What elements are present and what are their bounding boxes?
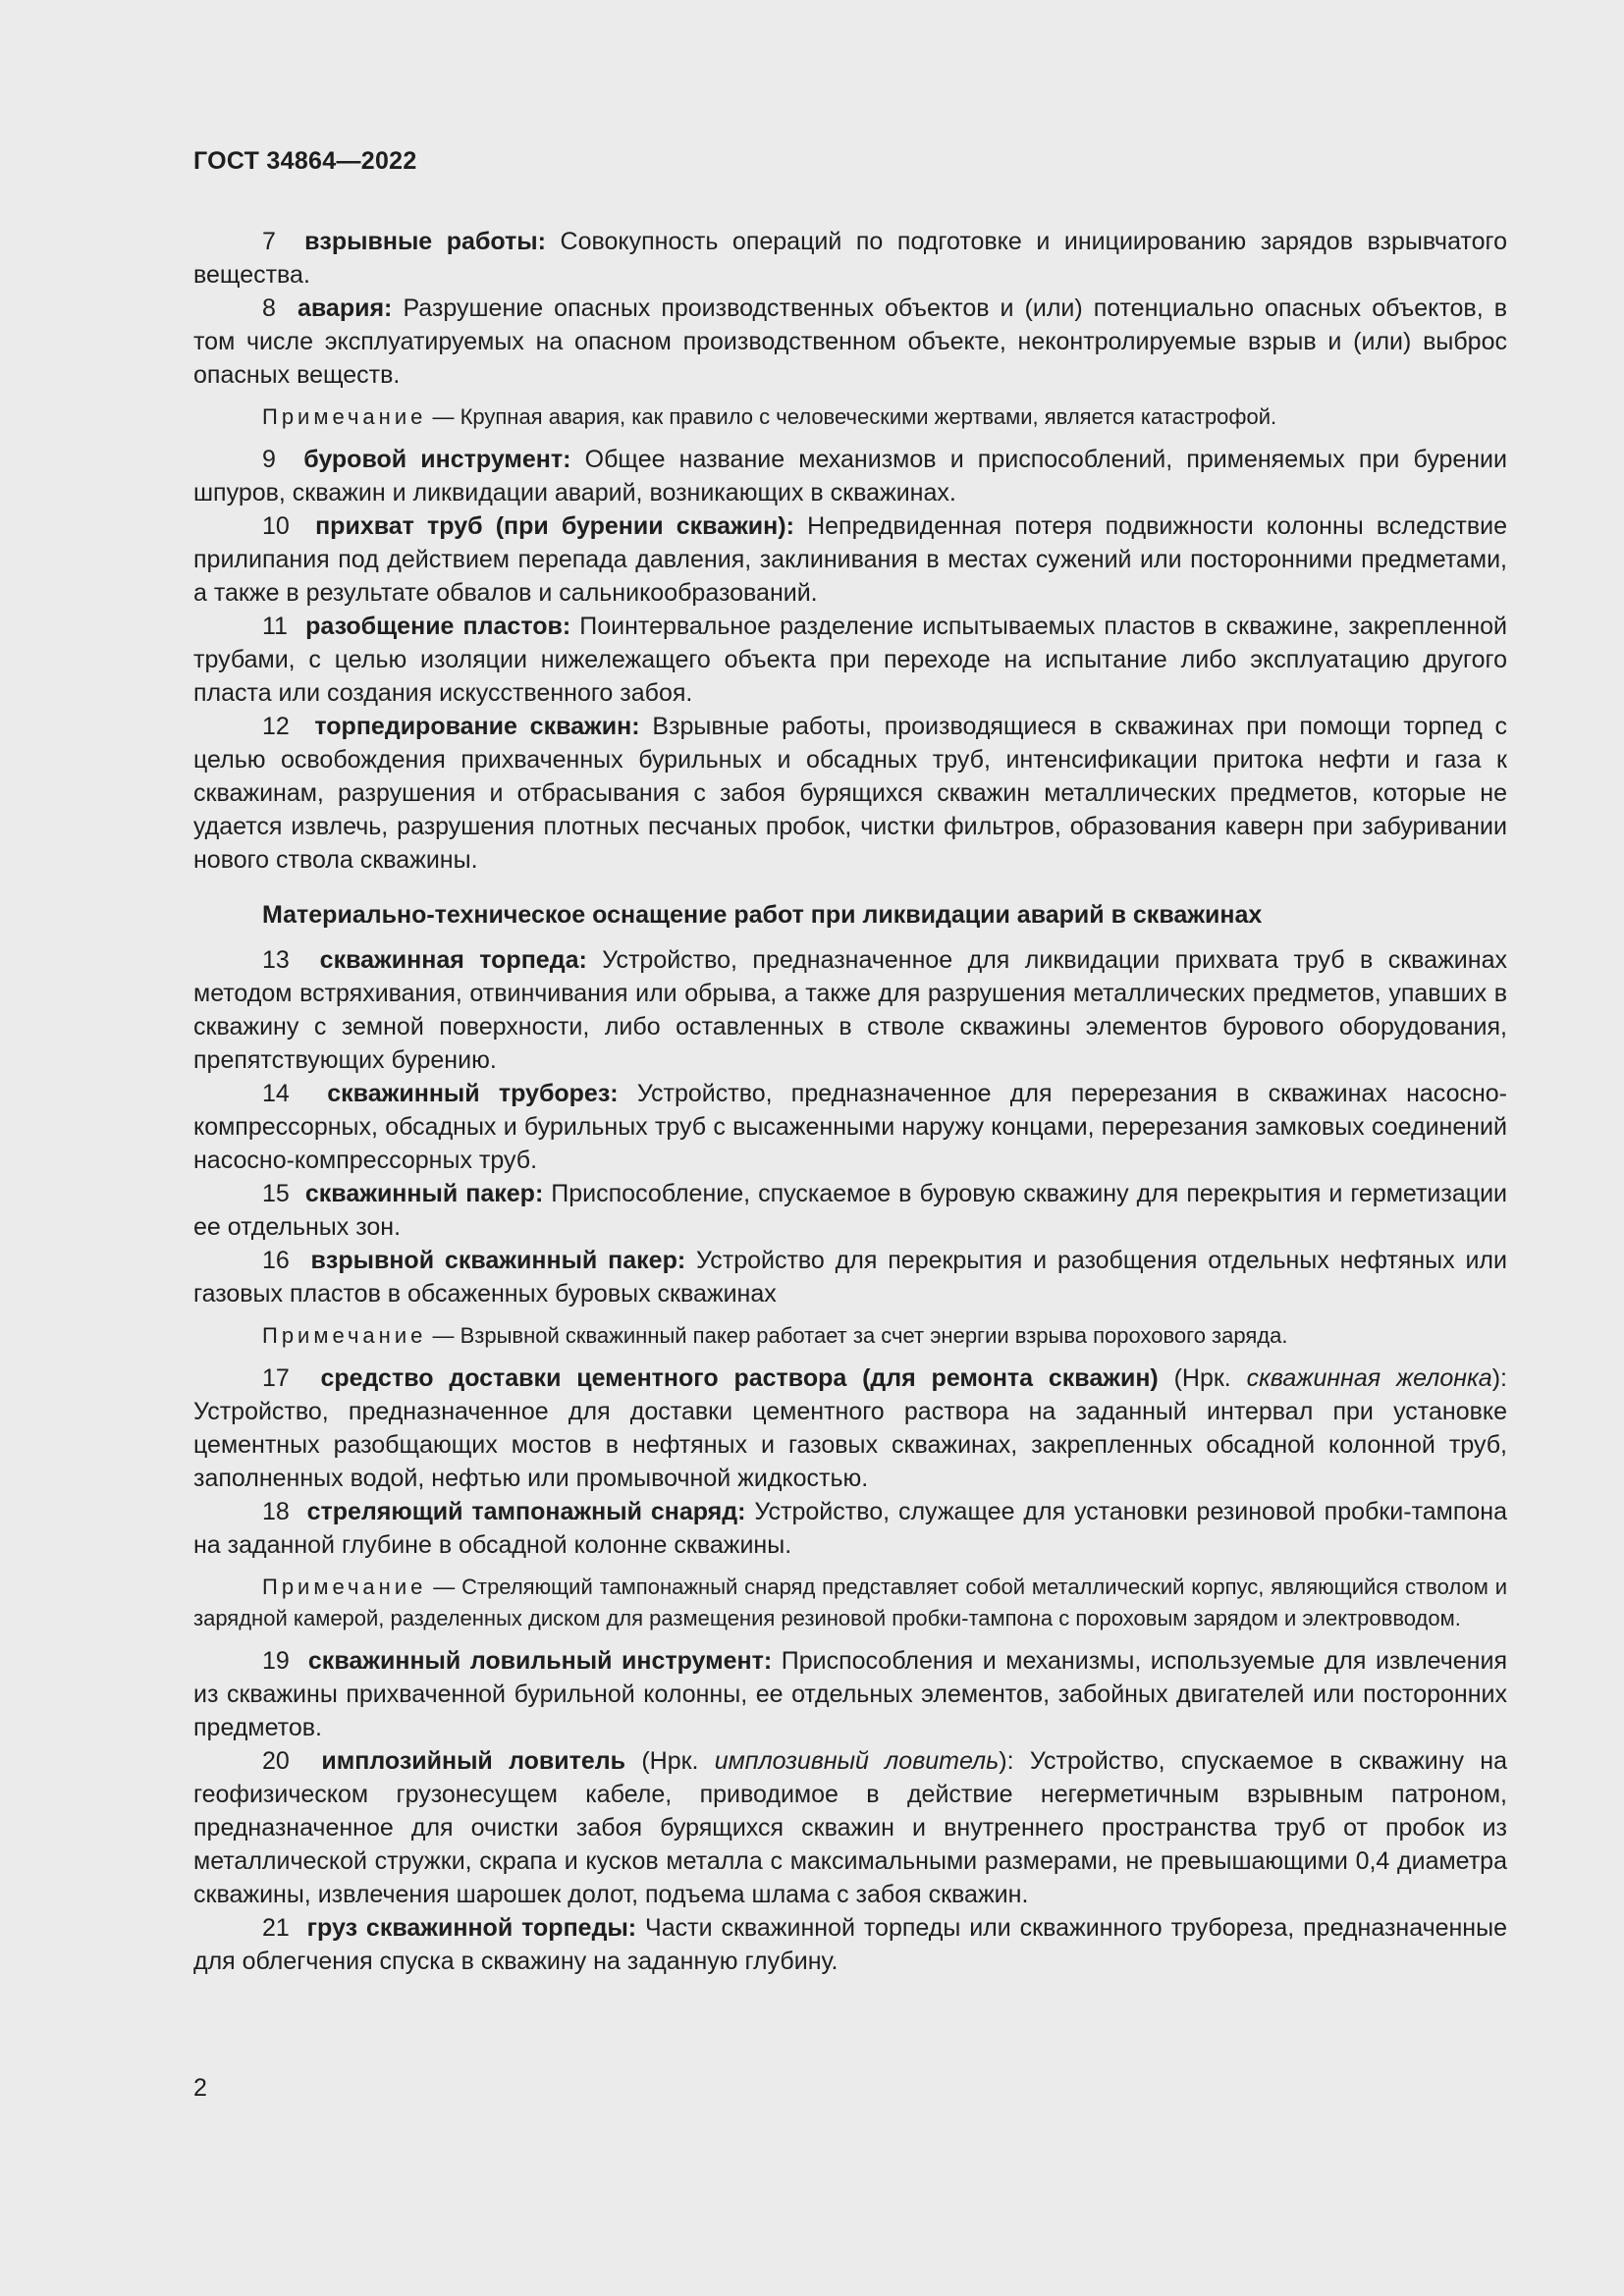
entry-definition: Части скважинной торпеды или скважинного трубореза, предназначенные для облегчения спуска в скважину на заданную глубину. [193,1914,1507,1975]
term-entry-17 [193,1362,1507,1495]
entry-term: авария: [297,294,393,322]
entry-prefix: (Нрк. [641,1747,699,1775]
entry-number: 7 [262,228,276,255]
entry-number: 21 [262,1914,290,1942]
term-entry-19 [193,1644,1507,1744]
note-label: Примечание [262,1323,427,1348]
entry-term: стреляющий тампонажный снаряд: [306,1498,746,1525]
entry-term: разобщение пластов: [305,613,571,640]
entry-definition: Приспособление, спускаемое в буровую скважину для перекрытия и герметизации ее отдельных зон. [193,1180,1507,1241]
note-text: — Стреляющий тампонажный снаряд представляет собой металлический корпус, являющийся стволом и зарядной камерой, разделенных диском для размещения резиновой пробки-тампона с пороховым зарядом и электровводом. [193,1575,1507,1630]
entry-term: скважинный пакер: [304,1180,544,1207]
entry-term: скважинный труборез: [327,1080,619,1107]
entry-term: буровой инструмент: [303,446,571,473]
page-number: 2 [193,2074,207,2102]
entry-term: взрывные работы: [304,228,546,255]
term-entry-16 [193,1244,1507,1310]
entry-definition: Непредвиденная потеря подвижности колонны вследствие прилипания под действием перепада давления, заклинивания в местах сужений или посторонними предметами, а также в результате обвалов и сальникообразований. [193,512,1507,607]
term-entry-20 [193,1744,1507,1911]
entry-number: 15 [262,1180,290,1207]
note-label: Примечание [262,404,427,429]
entry-term: имплозийный ловитель [321,1747,626,1775]
entry-deprecated-term: скважинная желонка [1246,1364,1492,1392]
entry-definition: Разрушение опасных производственных объектов и (или) потенциально опасных объектов, в том числе эксплуатируемых на опасном производственном объекте, неконтролируемые взрыв и (или) выброс опасных веществ. [193,294,1507,389]
entry-definition: Устройство, служащее для установки резиновой пробки-тампона на заданной глубине в обсадной колонне скважины. [193,1498,1507,1559]
term-entry-8 [193,292,1507,392]
entry-definition: Устройство для перекрытия и разобщения отдельных нефтяных или газовых пластов в обсаженных буровых скважинах [193,1247,1507,1308]
entry-term: скважинная торпеда: [319,946,587,974]
entry-number: 20 [262,1747,290,1775]
entry-number: 10 [262,512,290,540]
entry-definition: Устройство, предназначенное для ликвидации прихвата труб в скважинах методом встряхивания, отвинчивания или обрыва, а также для разрушения металлических предметов, упавших в скважину с земной поверхности, либо оставленных в стволе скважины элементов бурового оборудования, препятствующих бурению. [193,946,1507,1074]
entry-definition: Поинтервальное разделение испытываемых пластов в скважине, закрепленной трубами, с целью изоляции нижележащего объекта при переходе на испытание либо эксплуатацию другого пласта или создания искусственного забоя. [193,613,1508,707]
note-label: Примечание [262,1575,427,1599]
entry-term: скважинный ловильный инструмент: [307,1647,773,1675]
entry-number: 16 [262,1247,290,1274]
note-16 [193,1320,1507,1352]
note-8 [193,401,1507,433]
term-entry-10 [193,509,1507,610]
document-body [193,225,1507,1978]
entry-number: 8 [262,294,276,322]
section-heading: Материально-техническое оснащение работ при ликвидации аварий в скважинах [262,901,1263,929]
entry-term: средство доставки цементного раствора (для ремонта скважин) [320,1364,1159,1392]
entry-number: 18 [262,1498,290,1525]
note-text: — Взрывной скважинный пакер работает за счет энергии взрыва порохового заряда. [432,1323,1288,1348]
term-entry-7 [193,225,1507,292]
note-18 [193,1572,1507,1634]
entry-definition: Взрывные работы, производящиеся в скважинах при помощи торпед с целью освобождения прихваченных бурильных и обсадных труб, интенсификации притока нефти и газа к скважинам, разрушения и отбрасывания с забоя бурящихся скважин металлических предметов, которые не удается извлечь, разрушения плотных песчаных пробок, чистки фильтров, образования каверн при забуривании нового ствола скважины. [193,713,1507,874]
entry-definition: Устройство, предназначенное для перерезания в скважинах насосно-компрессорных, обсадных и бурильных труб с высаженными наружу концами, перерезания замковых соединений насосно-компрессорных труб. [193,1080,1508,1174]
entry-prefix: (Нрк. [1173,1364,1231,1392]
term-entry-15 [193,1177,1507,1244]
term-entry-14 [193,1077,1507,1177]
entry-term: груз скважинной торпеды: [306,1914,637,1942]
term-entry-13 [193,943,1507,1077]
entry-definition: ): Устройство, спускаемое в скважину на геофизическом грузонесущем кабеле, приводимое в действие негерметичным взрывным патроном, предназначенное для очистки забоя бурящихся скважин и внутреннего пространства труб от пробок из металлической стружки, скрапа и кусков металла с максимальными размерами, не превышающими 0,4 диаметра скважины, извлечения шарошек долот, подъема шлама с забоя скважин. [193,1747,1508,1908]
entry-number: 14 [262,1080,290,1107]
entry-number: 13 [262,946,290,974]
entry-definition: ): Устройство, предназначенное для доставки цементного раствора на заданный интервал при установке цементных разобщающих мостов в нефтяных и газовых скважинах, закрепленных обсадной колонной труб, заполненных водой, нефтью или промывочной жидкостью. [193,1364,1507,1492]
document-header: ГОСТ 34864—2022 [193,147,417,175]
entry-number: 9 [262,446,276,473]
term-entry-12 [193,710,1507,877]
entry-number: 11 [262,613,288,640]
term-entry-11 [193,610,1507,710]
entry-deprecated-term: имплозивный ловитель [714,1747,1000,1775]
entry-number: 19 [262,1647,290,1675]
term-entry-18 [193,1495,1507,1562]
entry-number: 17 [262,1364,290,1392]
note-text: — Крупная авария, как правило с человеческими жертвами, является катастрофой. [432,404,1277,429]
entry-definition: Приспособления и механизмы, используемые для извлечения из скважины прихваченной бурильной колонны, ее отдельных элементов, забойных двигателей или посторонних предметов. [193,1647,1507,1741]
entry-term: взрывной скважинный пакер: [310,1247,686,1274]
entry-term: прихват труб (при бурении скважин): [315,512,794,540]
entry-definition: Совокупность операций по подготовке и инициированию зарядов взрывчатого вещества. [193,228,1507,289]
entry-definition: Общее название механизмов и приспособлений, применяемых при бурении шпуров, скважин и ликвидации аварий, возникающих в скважинах. [193,446,1507,507]
term-entry-9 [193,443,1507,509]
entry-term: торпедирование скважин: [314,713,640,740]
term-entry-21 [193,1911,1507,1978]
entry-number: 12 [262,713,290,740]
